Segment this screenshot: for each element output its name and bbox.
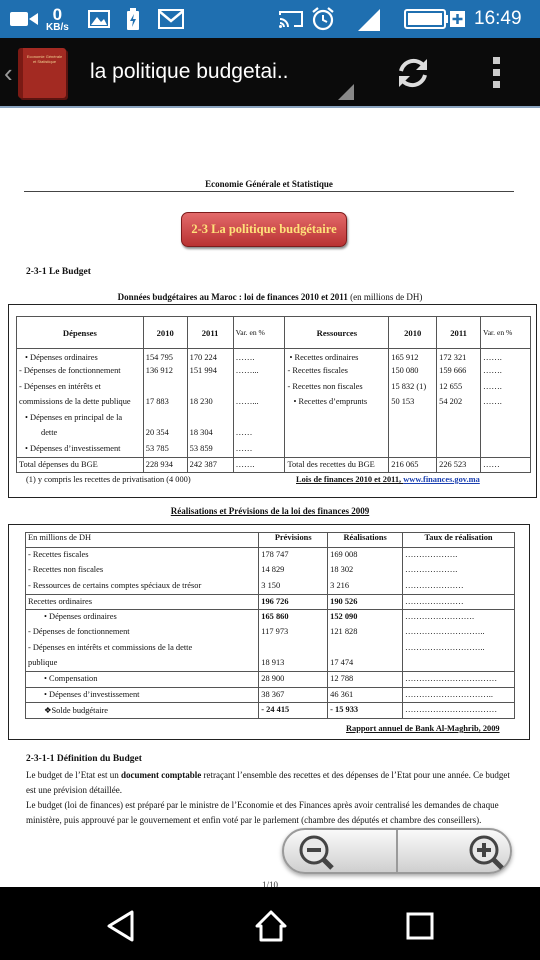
- table1-cell: [285, 426, 389, 442]
- table2-cell: 18 913: [259, 656, 328, 672]
- table1-cell: 150 080: [389, 364, 437, 380]
- table1-cell: …….: [481, 380, 531, 396]
- document-header: Economie Générale et Statistique: [24, 178, 514, 192]
- table2-cell: • Compensation: [26, 672, 259, 688]
- table2-cell: 165 860: [259, 610, 328, 626]
- definition-paragraph-2: Le budget (loi de finances) est préparé par le ministre de l’Economie et des Finances après avoir centralisé les demandes de chaque ministère, puis approuvé par le gouvernement et enfin voté par le parlement (chambre des députés et chambre des conseillers).: [26, 800, 499, 825]
- table1-row: [17, 349, 531, 365]
- table1-cell: [233, 380, 285, 396]
- table2-cell: ❖Solde budgétaire: [26, 703, 259, 719]
- battery-charging-icon: [126, 0, 140, 38]
- home-nav-icon[interactable]: [254, 909, 288, 948]
- table1-cell: [389, 442, 437, 458]
- table2-cell: - Dépenses de fonctionnement: [26, 625, 259, 641]
- table1-caption-unit: (en millions de DH): [347, 292, 423, 302]
- section-title: 2-3 La politique budgétaire: [181, 212, 347, 247]
- status-bar: [0, 0, 540, 38]
- table2-cell: - Dépenses en intérêts et commissions de la dette: [26, 641, 259, 657]
- table1-caption: [0, 291, 540, 303]
- table1-cell: [233, 411, 285, 427]
- table2-row: [26, 594, 515, 610]
- overflow-menu-icon[interactable]: [490, 56, 504, 95]
- table1-cell: [187, 380, 233, 396]
- table2-cell: …………………: [403, 594, 515, 610]
- back-nav-icon[interactable]: [104, 909, 138, 948]
- table2-row: [26, 610, 515, 626]
- table1-cell: 15 832 (1): [389, 380, 437, 396]
- table2-source: Rapport annuel de Bank Al-Maghrib, 2009: [346, 724, 500, 733]
- table1-cell: …….: [233, 457, 285, 473]
- table1-cell: 170 224: [187, 349, 233, 365]
- book-icon: [18, 48, 66, 98]
- table1-cell: 154 795: [143, 349, 187, 365]
- table1-cell: [389, 426, 437, 442]
- page-indicator: 1/10: [261, 880, 278, 887]
- table2-cell: 3 216: [328, 579, 403, 595]
- table1-cell: commissions de la dette publique: [17, 395, 144, 411]
- gallery-icon: [88, 0, 110, 38]
- network-speed: [46, 0, 69, 38]
- table2-cell: 17 474: [328, 656, 403, 672]
- table1-cell: 216 065: [389, 457, 437, 473]
- table2-cell: - 15 933: [328, 703, 403, 719]
- table1-cell: • Recettes ordinaires: [285, 349, 389, 365]
- table1-cell: [285, 442, 389, 458]
- table2-cell: 46 361: [328, 687, 403, 703]
- zoom-in-icon[interactable]: [464, 834, 508, 875]
- table2-cell: ……………….: [403, 563, 515, 579]
- table1-row: [17, 411, 531, 427]
- table2-cell: [403, 656, 515, 672]
- table2-cell: - 24 415: [259, 703, 328, 719]
- realisations-table: [25, 532, 515, 719]
- table2-cell: Recettes ordinaires: [26, 594, 259, 610]
- table1-header-4: Ressources: [285, 317, 389, 349]
- table1-cell: 18 304: [187, 426, 233, 442]
- refresh-icon[interactable]: [394, 54, 432, 97]
- chevron-left-icon: ‹: [4, 58, 13, 88]
- table2-row: [26, 625, 515, 641]
- table1-cell: 12 655: [437, 380, 481, 396]
- p1-start: Le budget de l’Etat est un: [26, 770, 121, 780]
- p1-end: retraçant l’ensemble des recettes et des dépenses de l’Etat pour une année. Ce budget est une prévision détaillée.: [26, 770, 510, 795]
- table1-cell: 50 153: [389, 395, 437, 411]
- table1-header-3: Var. en %: [233, 317, 285, 349]
- table1-row: [17, 380, 531, 396]
- book-line1: Economie Générale: [26, 54, 63, 59]
- table1-cell: 172 321: [437, 349, 481, 365]
- table2-caption: Réalisations et Prévisions de la loi des finances 2009: [170, 506, 370, 516]
- table2-row: [26, 703, 515, 719]
- table2-cell: ……………………………: [403, 703, 515, 719]
- table2-cell: 169 008: [328, 548, 403, 564]
- table1-cell: ……: [233, 442, 285, 458]
- table1-row: [17, 426, 531, 442]
- table2-cell: 3 150: [259, 579, 328, 595]
- table2-cell: 178 747: [259, 548, 328, 564]
- recents-nav-icon[interactable]: [404, 910, 436, 947]
- table1-cell: - Recettes non fiscales: [285, 380, 389, 396]
- table1-header-1: 2010: [143, 317, 187, 349]
- table1-cell: - Dépenses en intérêts et: [17, 380, 144, 396]
- gmail-icon: [158, 0, 184, 38]
- table2-cell: 117 973: [259, 625, 328, 641]
- table1-cell: [437, 442, 481, 458]
- table1-cell: [437, 411, 481, 427]
- table1-cell: 54 202: [437, 395, 481, 411]
- zoom-control: [282, 828, 512, 874]
- table2-cell: [259, 641, 328, 657]
- signal-icon: [356, 0, 382, 38]
- table2-row: [26, 563, 515, 579]
- table2-cell: 152 090: [328, 610, 403, 626]
- zoom-divider: [396, 830, 398, 872]
- table1-cell: [143, 380, 187, 396]
- table1-cell: Total des recettes du BGE: [285, 457, 389, 473]
- table2-cell: [328, 641, 403, 657]
- finances-link[interactable]: www.finances.gov.ma: [403, 475, 480, 484]
- table1-cell: 226 523: [437, 457, 481, 473]
- table1-cell: [481, 442, 531, 458]
- table2-cell: • Dépenses ordinaires: [26, 610, 259, 626]
- table2-row: [26, 548, 515, 564]
- table1-cell: 159 666: [437, 364, 481, 380]
- table2-cell: ……………….: [403, 548, 515, 564]
- table1-cell: - Recettes fiscales: [285, 364, 389, 380]
- table2-cell: 38 367: [259, 687, 328, 703]
- table2-cell: ……………………………: [403, 672, 515, 688]
- table1-cell: [481, 411, 531, 427]
- table2-row: [26, 579, 515, 595]
- table1-row: [17, 457, 531, 473]
- table2-cell: 14 829: [259, 563, 328, 579]
- table1-cell: 151 994: [187, 364, 233, 380]
- table1-cell: 242 387: [187, 457, 233, 473]
- table1-header-2: 2011: [187, 317, 233, 349]
- table2-cell: …………………: [403, 579, 515, 595]
- table1-cell: 18 230: [187, 395, 233, 411]
- speed-value: 0: [52, 4, 63, 24]
- table1-cell: ……...: [233, 364, 285, 380]
- budget-data-table: [16, 316, 531, 473]
- table1-cell: • Dépenses d’investissement: [17, 442, 144, 458]
- table2-header-2: Réalisations: [328, 533, 403, 548]
- table1-cell: …….: [481, 364, 531, 380]
- table2-cell: - Ressources de certains comptes spéciaux de trésor: [26, 579, 259, 595]
- table2-cell: • Dépenses d’investissement: [26, 687, 259, 703]
- table2-cell: …………………….: [403, 610, 515, 626]
- table1-cell: ……: [233, 426, 285, 442]
- table1-cell: [389, 411, 437, 427]
- document-view[interactable]: [0, 106, 540, 887]
- table1-header-5: 2010: [389, 317, 437, 349]
- table1-cell: • Recettes d’emprunts: [285, 395, 389, 411]
- navigation-bar: [0, 887, 540, 960]
- table2-header-1: Prévisions: [259, 533, 328, 548]
- table1-cell: ……: [481, 457, 531, 473]
- table2-cell: 28 900: [259, 672, 328, 688]
- table1-cell: 17 883: [143, 395, 187, 411]
- table1-cell: [143, 411, 187, 427]
- table1-cell: 53 785: [143, 442, 187, 458]
- zoom-out-icon[interactable]: [294, 834, 338, 875]
- table1-cell: Total dépenses du BGE: [17, 457, 144, 473]
- clock: 16:49: [474, 8, 522, 29]
- table1-row: [17, 395, 531, 411]
- table1-cell: [285, 411, 389, 427]
- sub-heading: 2-3-1 Le Budget: [26, 267, 91, 277]
- table2-cell: ………………………..: [403, 625, 515, 641]
- table1-cell: - Dépenses de fonctionnement: [17, 364, 144, 380]
- table1-source: [296, 474, 480, 485]
- table1-cell: 53 859: [187, 442, 233, 458]
- table2-cell: 12 788: [328, 672, 403, 688]
- table2-header-0: En millions de DH: [26, 533, 259, 548]
- table1-header-7: Var. en %: [481, 317, 531, 349]
- speed-unit: KB/s: [46, 21, 69, 33]
- table1-cell: [481, 426, 531, 442]
- table2-row: [26, 641, 515, 657]
- table2-cell: 190 526: [328, 594, 403, 610]
- source-label: Lois de finances 2010 et 2011,: [296, 475, 404, 484]
- battery-icon: [404, 0, 466, 38]
- dropdown-corner-icon[interactable]: [338, 84, 354, 105]
- table2-cell: …………………………..: [403, 687, 515, 703]
- table1-cell: 136 912: [143, 364, 187, 380]
- table1-cell: …….: [481, 395, 531, 411]
- book-line2: et Statistique: [32, 59, 57, 65]
- table2-cell: - Recettes fiscales: [26, 548, 259, 564]
- table1-cell: [187, 411, 233, 427]
- table1-header-6: 2011: [437, 317, 481, 349]
- table1-caption-main: Données budgétaires au Maroc : loi de finances 2010 et 2011: [117, 292, 348, 302]
- table1-cell: [437, 426, 481, 442]
- alarm-icon: [310, 0, 336, 38]
- cast-icon: [278, 0, 304, 38]
- table1-cell: 165 912: [389, 349, 437, 365]
- app-title: la politique budgetai..: [90, 60, 289, 83]
- definition-paragraph-1: [26, 768, 516, 798]
- definition-heading: 2-3-1-1 Définition du Budget: [26, 754, 142, 764]
- table1-header-0: Dépenses: [17, 317, 144, 349]
- table2-row: [26, 687, 515, 703]
- table2-cell: 121 828: [328, 625, 403, 641]
- table1-cell: • Dépenses en principal de la: [17, 411, 144, 427]
- table1-cell: …….: [481, 349, 531, 365]
- table1-footnote: (1) y compris les recettes de privatisation (4 000): [26, 475, 191, 484]
- video-camera-icon: [10, 0, 38, 38]
- table1-cell: 20 354: [143, 426, 187, 442]
- p1-bold: document comptable: [120, 770, 202, 780]
- app-bar: [0, 38, 540, 106]
- table2-cell: 18 302: [328, 563, 403, 579]
- table1-cell: 228 934: [143, 457, 187, 473]
- table2-header-3: Taux de réalisation: [403, 533, 515, 548]
- table2-cell: ………………………..: [403, 641, 515, 657]
- table2-row: [26, 672, 515, 688]
- table1-cell: • Dépenses ordinaires: [17, 349, 144, 365]
- table2-cell: publique: [26, 656, 259, 672]
- table1-cell: dette: [17, 426, 144, 442]
- table1-cell: …….: [233, 349, 285, 365]
- table2-row: [26, 656, 515, 672]
- table2-cell: - Recettes non fiscales: [26, 563, 259, 579]
- table1-row: [17, 364, 531, 380]
- table2-cell: 196 726: [259, 594, 328, 610]
- book-cover-title: [23, 54, 66, 64]
- back-button[interactable]: [0, 38, 72, 106]
- table1-row: [17, 442, 531, 458]
- table1-cell: ……...: [233, 395, 285, 411]
